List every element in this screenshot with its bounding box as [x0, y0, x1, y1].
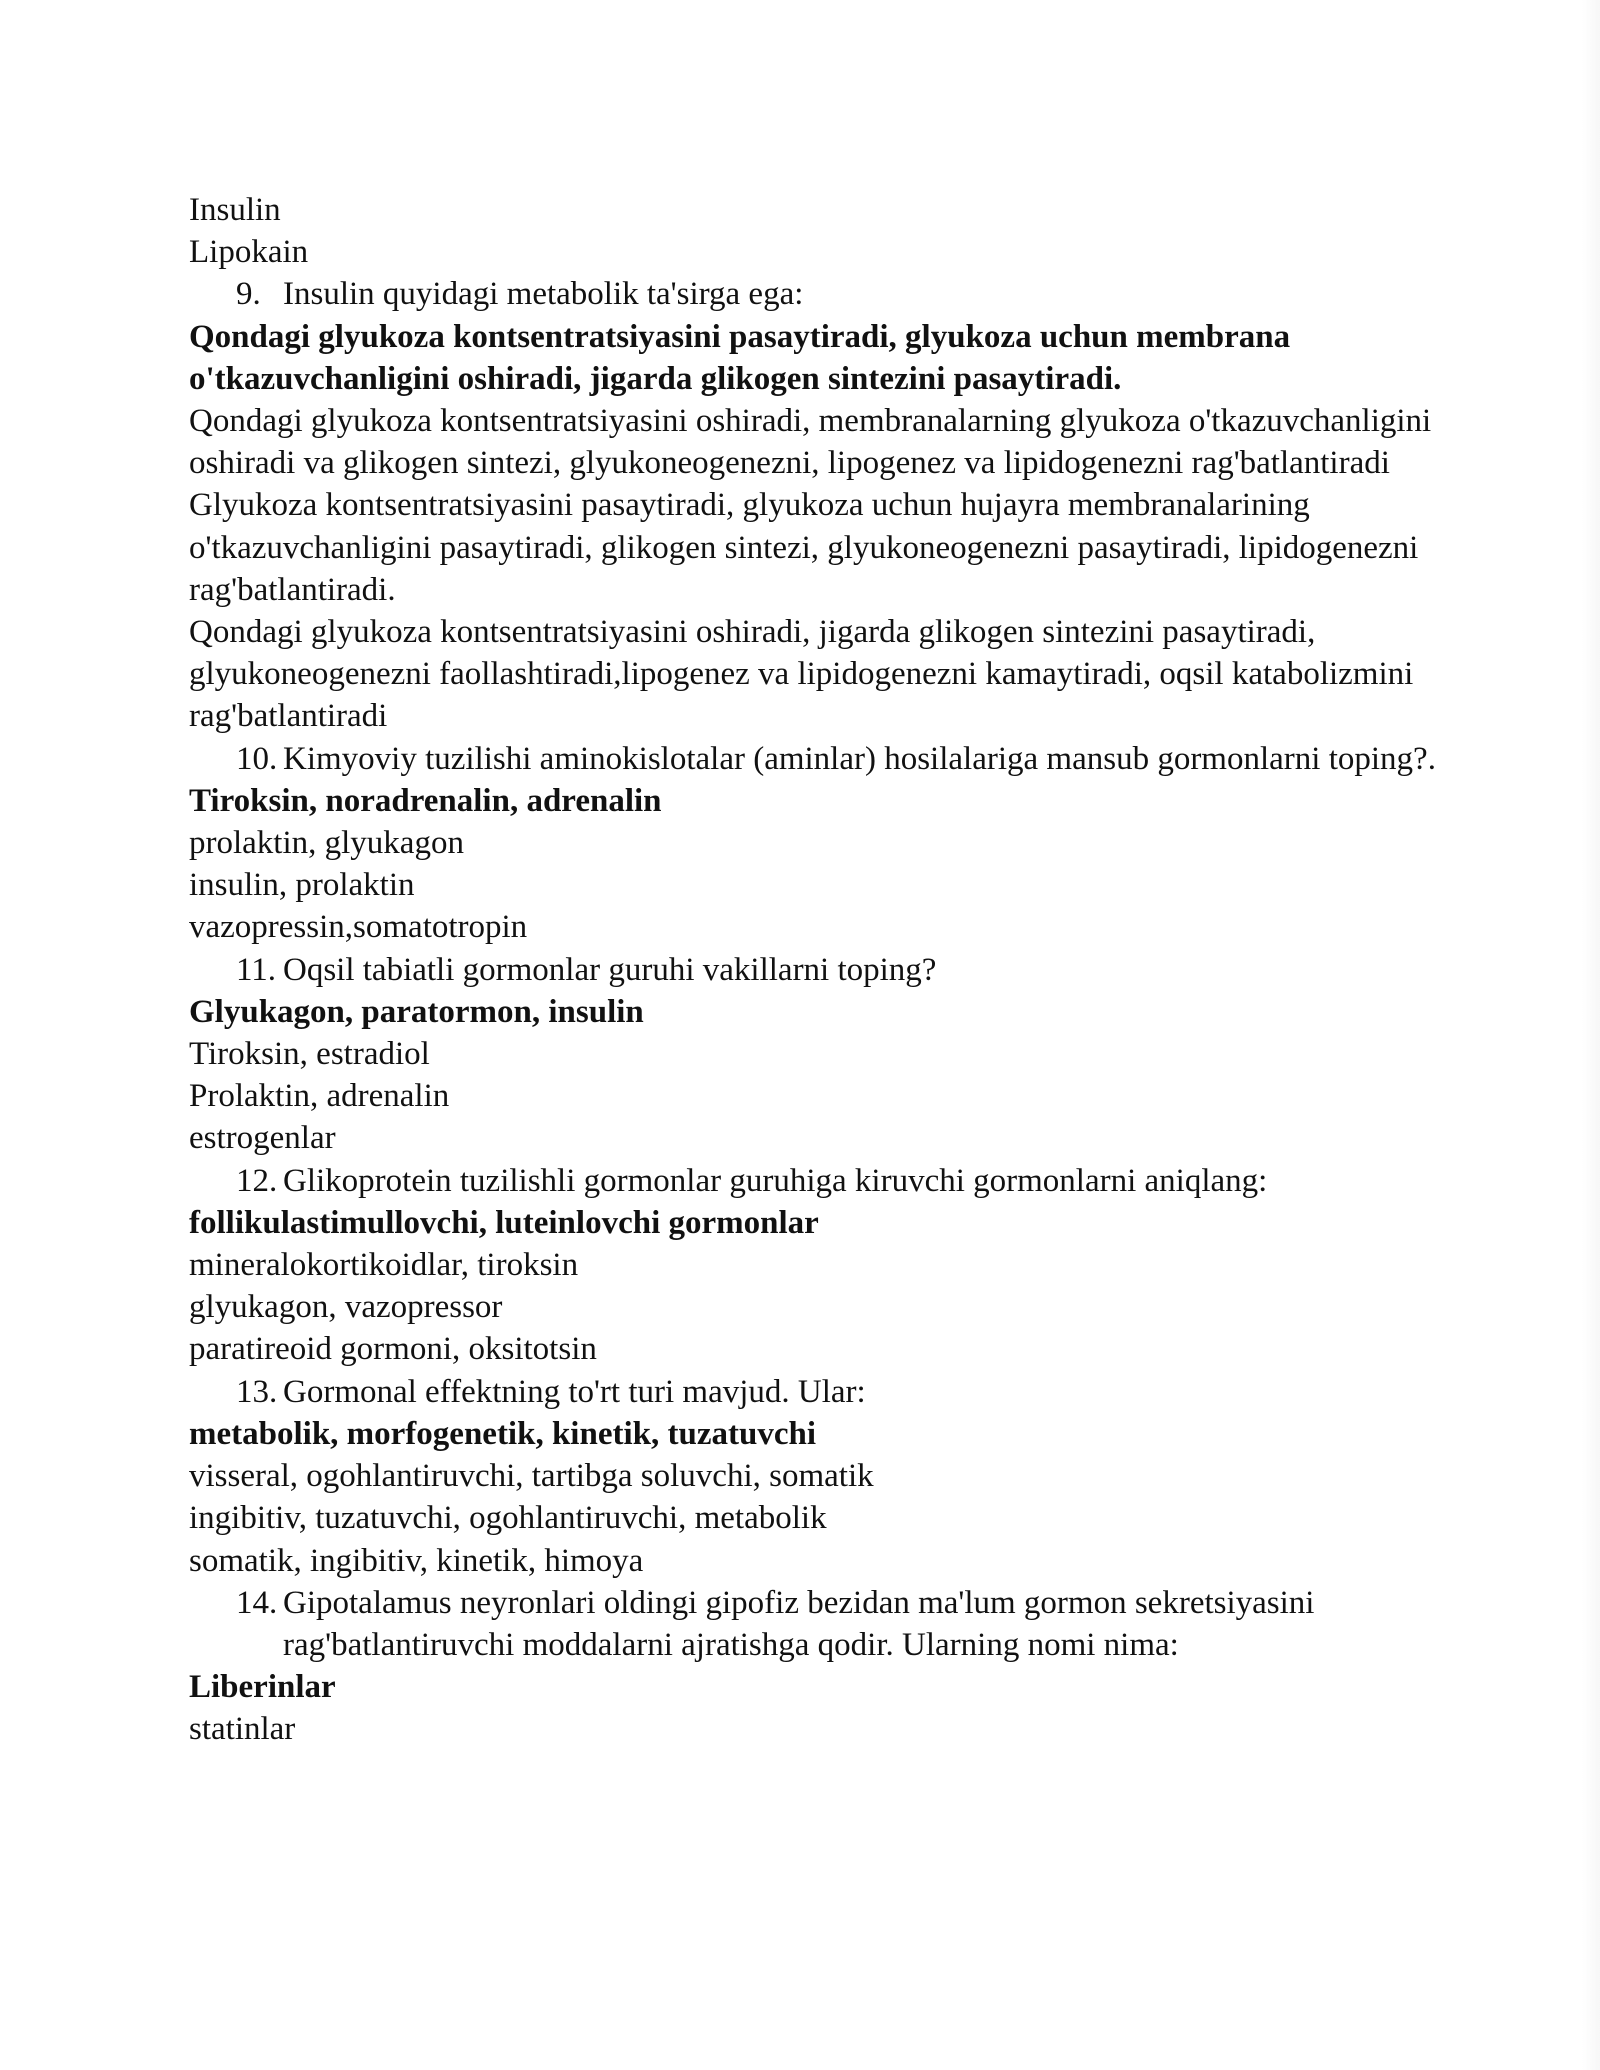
question-number: 12.: [236, 1162, 278, 1199]
option-line: glyukagon, vazopressor: [189, 1289, 503, 1326]
question-text: Gormonal effektning to'rt turi mavjud. Ular:: [283, 1373, 866, 1410]
option-line: Tiroksin, estradiol: [189, 1036, 430, 1073]
question-11: [189, 949, 1449, 991]
option-line: Lipokain: [189, 234, 309, 271]
option-line: mineralokortikoidlar, tiroksin: [189, 1247, 579, 1284]
option-line: vazopressin,somatotropin: [189, 909, 528, 946]
question-text: Oqsil tabiatli gormonlar guruhi vakillarni toping?: [283, 951, 937, 988]
question-number: 13.: [236, 1373, 278, 1410]
question-text: Glikoprotein tuzilishli gormonlar guruhiga kiruvchi gormonlarni aniqlang:: [283, 1162, 1268, 1199]
question-12: [189, 1160, 1449, 1202]
question-number: 11.: [236, 951, 277, 988]
question-text: Gipotalamus neyronlari oldingi gipofiz bezidan ma'lum gormon sekretsiyasini rag'batlantiruvchi moddalarni ajratishga qodir. Ularning nomi nima:: [283, 1584, 1315, 1663]
option-line: somatik, ingibitiv, kinetik, himoya: [189, 1542, 644, 1579]
correct-answer: follikulastimullovchi, luteinlovchi gormonlar: [189, 1204, 819, 1241]
question-10: [189, 738, 1449, 780]
page-edge-shadow: [1582, 0, 1600, 2070]
option-line: prolaktin, glyukagon: [189, 825, 464, 862]
question-text: Insulin quyidagi metabolik ta'sirga ega:: [283, 276, 804, 313]
correct-answer: Tiroksin, noradrenalin, adrenalin: [189, 782, 662, 819]
question-number: 10.: [236, 740, 278, 777]
correct-answer: Glyukagon, paratormon, insulin: [189, 993, 644, 1030]
correct-answer: Liberinlar: [189, 1669, 336, 1706]
option-line: ingibitiv, tuzatuvchi, ogohlantiruvchi, metabolik: [189, 1500, 827, 1537]
correct-answer: Qondagi glyukoza kontsentratsiyasini pasaytiradi, glyukoza uchun membrana o'tkazuvchanligini oshiradi, jigarda glikogen sintezini pasaytiradi.: [189, 318, 1299, 397]
option-line: Qondagi glyukoza kontsentratsiyasini oshiradi, jigarda glikogen sintezini pasaytiradi, glyukoneogenezni faollashtiradi,lipogenez va lipidogenezni kamaytiradi, oqsil katabolizmini rag'batlantiradi: [189, 614, 1422, 735]
option-line: visseral, ogohlantiruvchi, tartibga soluvchi, somatik: [189, 1458, 874, 1495]
document-body: [189, 189, 1449, 1751]
question-number: 9.: [236, 276, 261, 313]
option-line: insulin, prolaktin: [189, 867, 415, 904]
option-line: statinlar: [189, 1711, 296, 1748]
question-number: 14.: [236, 1584, 278, 1621]
question-13: [189, 1371, 1449, 1413]
correct-answer: metabolik, morfogenetik, kinetik, tuzatuvchi: [189, 1415, 816, 1452]
question-9: [189, 273, 1449, 315]
question-text: Kimyoviy tuzilishi aminokislotalar (aminlar) hosilalariga mansub gormonlarni toping?.: [283, 740, 1436, 777]
option-line: estrogenlar: [189, 1120, 336, 1157]
option-line: Qondagi glyukoza kontsentratsiyasini oshiradi, membranalarning glyukoza o'tkazuvchanligini oshiradi va glikogen sintezi, glyukoneogenezni, lipogenez va lipidogenezni rag'batlantiradi: [189, 403, 1440, 482]
question-14: [189, 1582, 1449, 1666]
option-line: Glyukoza kontsentratsiyasini pasaytiradi, glyukoza uchun hujayra membranalarining o'tkazuvchanligini pasaytiradi, glikogen sintezi, glyukoneogenezni pasaytiradi, lipidogenezni rag'batlantiradi.: [189, 487, 1427, 608]
option-line: Prolaktin, adrenalin: [189, 1078, 450, 1115]
option-line: paratireoid gormoni, oksitotsin: [189, 1331, 597, 1368]
option-line: Insulin: [189, 192, 281, 228]
